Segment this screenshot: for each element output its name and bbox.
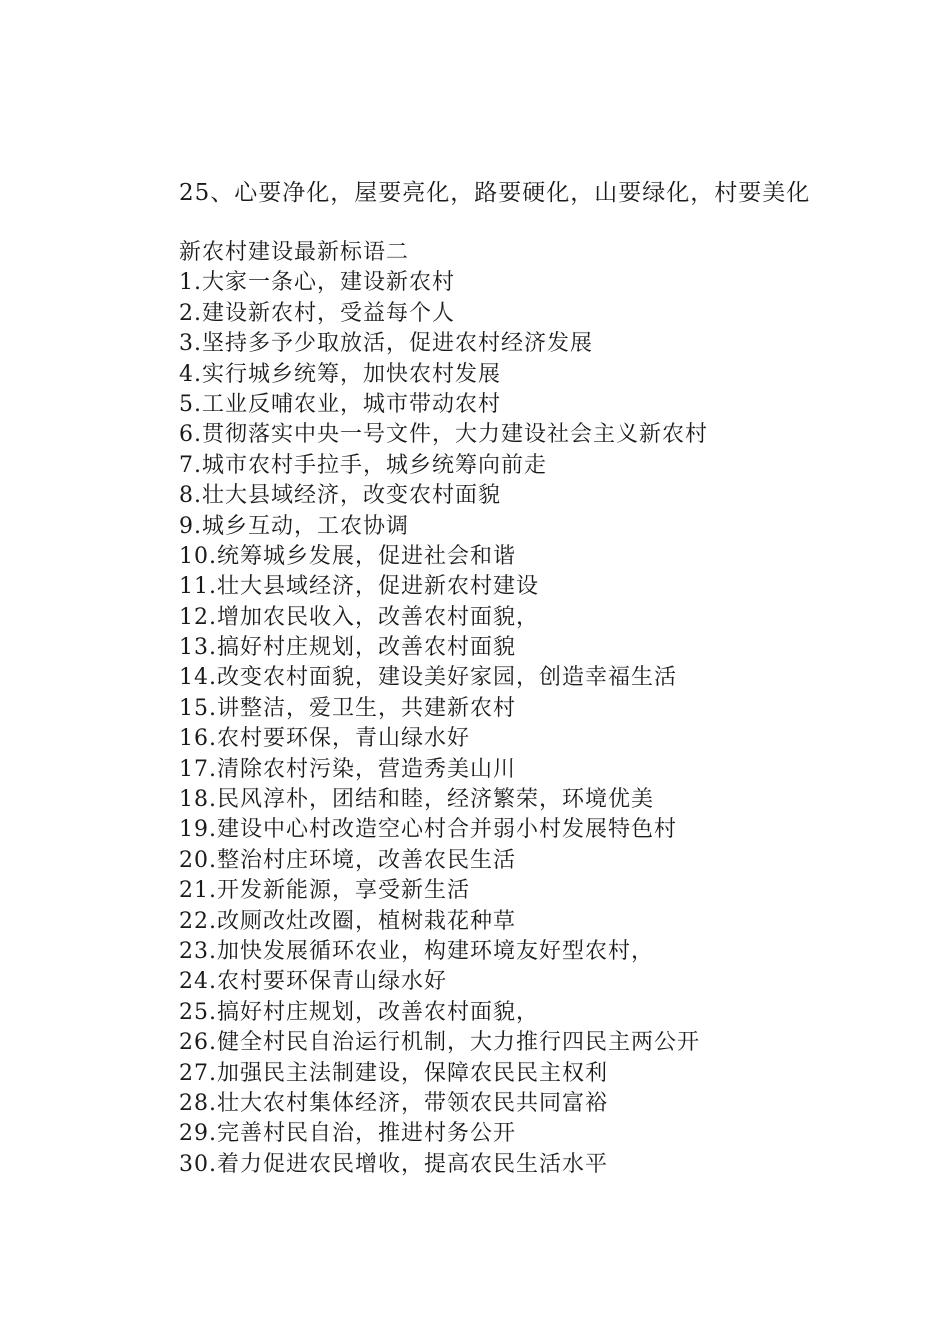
slogan-item: 20.整治村庄环境，改善农民生活 xyxy=(179,847,516,873)
slogan-item: 25.搞好村庄规划，改善农村面貌， xyxy=(179,999,539,1025)
slogan-item: 3.坚持多予少取放活，促进农村经济发展 xyxy=(179,331,593,357)
slogan-item: 30.着力促进农民增收，提高农民生活水平 xyxy=(179,1151,608,1177)
slogan-item: 27.加强民主法制建设，保障农民民主权利 xyxy=(179,1060,608,1086)
slogan-item: 5.工业反哺农业，城市带动农村 xyxy=(179,391,501,417)
slogan-item: 2.建设新农村，受益每个人 xyxy=(179,300,455,326)
slogan-item: 22.改厕改灶改圈，植树栽花种草 xyxy=(179,908,516,934)
slogan-item: 12.增加农民收入，改善农村面貌， xyxy=(179,604,539,630)
slogan-item: 18.民风淳朴，团结和睦，经济繁荣，环境优美 xyxy=(179,787,654,813)
section-heading: 新农村建设最新标语二 xyxy=(179,240,410,265)
slogan-item: 11.壮大县域经济，促进新农村建设 xyxy=(179,574,539,600)
slogan-item: 4.实行城乡统筹，加快农村发展 xyxy=(179,361,501,387)
slogan-list xyxy=(179,268,708,1180)
slogan-item: 26.健全村民自治运行机制，大力推行四民主两公开 xyxy=(179,1030,700,1056)
slogan-item: 28.壮大农村集体经济，带领农民共同富裕 xyxy=(179,1090,608,1116)
slogan-item: 17.清除农村污染，营造秀美山川 xyxy=(179,756,516,782)
slogan-item: 24.农村要环保青山绿水好 xyxy=(179,969,447,995)
slogan-item: 14.改变农村面貌，建设美好家园，创造幸福生活 xyxy=(179,665,677,691)
slogan-item: 23.加快发展循环农业，构建环境友好型农村， xyxy=(179,938,654,964)
slogan-item: 1.大家一条心，建设新农村 xyxy=(179,270,455,296)
slogan-item: 13.搞好村庄规划，改善农村面貌 xyxy=(179,635,516,661)
slogan-item: 7.城市农村手拉手，城乡统筹向前走 xyxy=(179,452,547,478)
slogan-item: 15.讲整洁，爱卫生，共建新农村 xyxy=(179,695,516,721)
slogan-item: 29.完善村民自治，推进村务公开 xyxy=(179,1121,516,1147)
slogan-item: 9.城乡互动，工农协调 xyxy=(179,513,409,539)
intro-paragraph: 25、心要净化，屋要亮化，路要硬化，山要绿化，村要美化 xyxy=(179,180,811,206)
slogan-item: 19.建设中心村改造空心村合并弱小村发展特色村 xyxy=(179,817,677,843)
slogan-section xyxy=(179,238,708,1180)
slogan-item: 21.开发新能源，享受新生活 xyxy=(179,878,470,904)
slogan-item: 8.壮大县域经济，改变农村面貌 xyxy=(179,483,501,509)
slogan-item: 10.统筹城乡发展，促进社会和谐 xyxy=(179,543,516,569)
slogan-item: 6.贯彻落实中央一号文件，大力建设社会主义新农村 xyxy=(179,422,708,448)
slogan-item: 16.农村要环保，青山绿水好 xyxy=(179,726,470,752)
